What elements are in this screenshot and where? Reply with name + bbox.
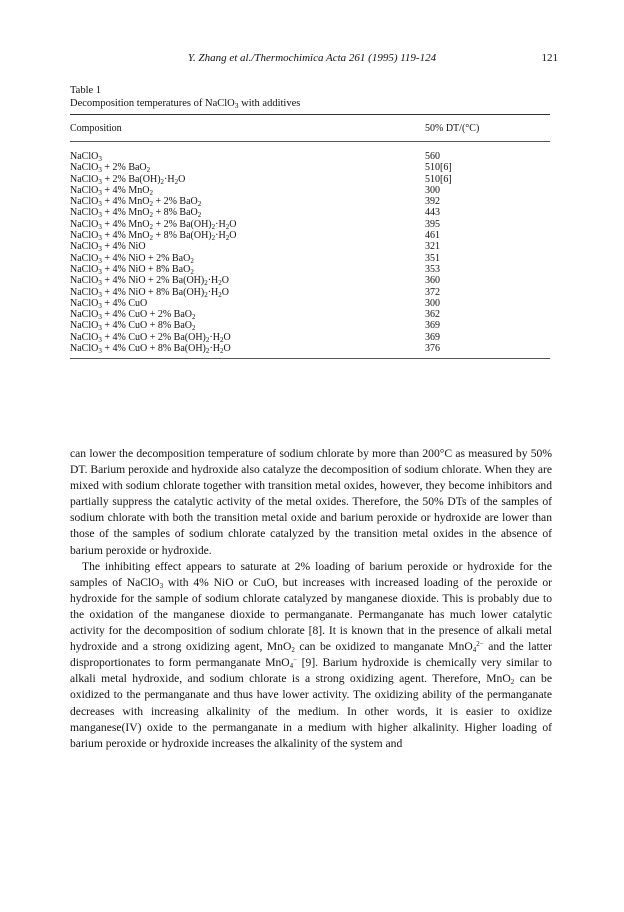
dt-cell: 369 — [425, 331, 440, 343]
composition-cell — [70, 332, 425, 343]
text-sub: 3 — [98, 324, 102, 333]
text-sub: 2 — [174, 177, 179, 186]
dt-cell: 395 — [425, 218, 440, 230]
text-run: NaClO — [70, 241, 99, 253]
dt-cell: 376 — [425, 343, 440, 355]
text-run: O — [178, 173, 186, 185]
table-row — [70, 253, 550, 264]
dt-cell: 321 — [425, 241, 440, 253]
text-run: NaClO — [70, 263, 99, 275]
text-sub: 2 — [204, 279, 208, 288]
column-header-dt: 50% DT/(°C) — [425, 122, 480, 134]
text-run: ·H — [164, 173, 175, 185]
text-run: + 4% CuO + 8% Ba(OH) — [101, 343, 206, 355]
dt-cell: 510[6] — [425, 173, 452, 185]
text-run: NaClO — [70, 297, 99, 309]
dt-cell: 353 — [425, 263, 440, 275]
text-sub: 2 — [149, 211, 153, 220]
text-sub: 2 — [291, 646, 295, 655]
text-run: + 4% NiO + 8% Ba(OH) — [101, 286, 205, 298]
text-sub: 2 — [190, 267, 194, 276]
text-run: can be oxidized to manganate MnO — [294, 640, 473, 654]
text-run: + 4% CuO + 2% Ba(OH) — [101, 331, 206, 343]
text-sub: 3 — [98, 222, 102, 231]
text-run: NaClO — [70, 184, 99, 196]
text-sub: 2 — [204, 290, 208, 299]
text-sub: 3 — [98, 155, 102, 163]
text-sub: 2 — [219, 335, 224, 344]
table-bottom-rule — [70, 358, 550, 359]
text-run: and the latter disproportionates to form permanganate MnO — [70, 640, 552, 670]
text-sub: 2 — [149, 222, 153, 231]
table-row — [70, 142, 550, 162]
text-sub: 3 — [98, 211, 102, 220]
composition-cell — [70, 185, 425, 196]
text-run: + 4% NiO + 2% Ba(OH) — [101, 275, 205, 287]
table-row — [70, 320, 550, 331]
composition-cell — [70, 253, 425, 264]
text-run: The inhibiting effect appears to saturate at 2% loading of barium peroxide or hydroxide for the samples of NaClO — [70, 559, 552, 589]
running-title: Y. Zhang et al./Thermochimica Acta 261 (1995) 119-124 — [187, 52, 437, 64]
text-sub: 3 — [98, 290, 102, 299]
text-run: + 4% NiO + 8% BaO — [101, 263, 191, 275]
text-run: NaClO — [70, 309, 99, 321]
dt-cell: 560 — [425, 151, 440, 162]
text-sub: 2 — [149, 234, 153, 243]
text-run: ·H — [209, 331, 220, 343]
text-run: ·H — [215, 230, 226, 242]
text-run: O — [223, 331, 231, 343]
composition-cell — [70, 196, 425, 207]
table-row — [70, 174, 550, 185]
text-run: + 2% BaO — [152, 196, 198, 208]
text-sub: 2 — [205, 347, 210, 356]
text-sub: 2 — [218, 279, 222, 288]
composition-cell — [70, 343, 425, 354]
text-sub: 3 — [98, 347, 102, 356]
composition-cell — [70, 275, 425, 286]
table-body — [70, 142, 550, 354]
dt-cell: 443 — [425, 207, 440, 219]
dt-cell: 360 — [425, 275, 440, 287]
text-run: + 4% CuO + 2% BaO — [101, 309, 193, 321]
dt-cell: 392 — [425, 196, 440, 208]
text-run: + 4% MnO — [101, 184, 150, 196]
table-row — [70, 241, 550, 252]
text-run: + 2% Ba(OH) — [101, 173, 161, 185]
text-run: NaClO — [70, 320, 99, 332]
composition-cell — [70, 320, 425, 331]
table-row — [70, 230, 550, 241]
page-number: 121 — [541, 52, 558, 64]
table-row — [70, 332, 550, 343]
composition-cell — [70, 219, 425, 230]
text-sub: 3 — [98, 313, 102, 322]
text-run: NaClO — [70, 151, 99, 162]
composition-cell — [70, 309, 425, 320]
text-sub: 2 — [149, 200, 153, 209]
text-sub: 3 — [98, 200, 102, 209]
table-row — [70, 309, 550, 320]
text-sub: 3 — [159, 581, 164, 590]
text-sub: 3 — [98, 267, 102, 276]
text-run: O — [221, 286, 230, 298]
composition-cell — [70, 298, 425, 309]
text-run: + 4% CuO — [101, 297, 148, 309]
table-row — [70, 162, 550, 173]
composition-cell — [70, 174, 425, 185]
text-run: + 8% BaO — [152, 207, 198, 219]
dt-cell: 372 — [425, 286, 440, 298]
text-run: O — [229, 218, 237, 230]
text-run: ·H — [209, 343, 220, 355]
text-sub: 2 — [192, 313, 196, 322]
text-run: NaClO — [70, 286, 99, 298]
text-sub: 2 — [160, 177, 165, 186]
text-run: ·H — [207, 286, 219, 298]
table-row — [70, 264, 550, 275]
text-run: O — [229, 230, 237, 242]
text-sub: 2 — [225, 222, 230, 231]
text-run: O — [221, 275, 230, 287]
text-run: + 4% NiO + 2% BaO — [101, 252, 191, 264]
text-run: + 4% MnO — [101, 218, 150, 230]
dt-cell: 510[6] — [425, 162, 452, 174]
text-run: NaClO — [70, 275, 99, 287]
composition-cell — [70, 142, 425, 162]
text-run: + 4% MnO — [101, 230, 150, 242]
table-row — [70, 207, 550, 218]
table-row — [70, 196, 550, 207]
text-sub: 2 — [225, 234, 230, 243]
table-title-subscript: 3 — [234, 101, 239, 110]
table-row — [70, 275, 550, 286]
table-row — [70, 219, 550, 230]
table-row — [70, 185, 550, 196]
composition-cell — [70, 287, 425, 298]
text-run: NaClO — [70, 230, 99, 242]
text-sub: 3 — [98, 188, 102, 197]
dt-cell: 351 — [425, 252, 440, 264]
text-run: can be oxidized to the permanganate and thus have lower activity. The oxidizing ability of the permanganate decreases with increasing alkalinity of the medium. In other words, it is easier to oxidize manganese(IV) oxide to the permanganate in a medium with higher alkalinity. Higher loading of barium peroxide or hydroxide increases the alkalinity of the system and — [70, 672, 552, 750]
text-run: + 2% BaO — [101, 162, 147, 174]
data-table — [70, 114, 550, 359]
text-sub: 2 — [192, 324, 196, 333]
composition-cell — [70, 241, 425, 252]
text-run: NaClO — [70, 218, 99, 230]
paragraph — [70, 559, 552, 752]
text-run: NaClO — [70, 196, 99, 208]
text-run: ·H — [215, 218, 226, 230]
table-row — [70, 287, 550, 298]
text-sub: 3 — [98, 177, 102, 186]
text-run: NaClO — [70, 252, 99, 264]
composition-cell — [70, 162, 425, 173]
table-row — [70, 343, 550, 354]
table-row — [70, 298, 550, 309]
text-run: [9]. Barium hydroxide is chemically very similar to alkali metal hydroxide, and sodium chlorate is a strong oxidizing agent. Therefore, MnO — [70, 656, 552, 686]
text-run: + 4% MnO — [101, 196, 150, 208]
text-sup: − — [293, 656, 298, 665]
dt-cell: 461 — [425, 230, 440, 242]
dt-cell: 300 — [425, 297, 440, 309]
text-sub: 4 — [472, 646, 477, 655]
composition-cell — [70, 230, 425, 241]
dt-cell: 369 — [425, 320, 440, 332]
text-sub: 2 — [211, 222, 216, 231]
article-body — [70, 446, 552, 752]
text-sub: 2 — [211, 234, 216, 243]
text-sub: 3 — [98, 335, 102, 344]
running-header — [0, 52, 624, 68]
text-sub: 2 — [197, 200, 202, 209]
text-run: + 8% Ba(OH) — [152, 230, 212, 242]
text-sub: 4 — [289, 662, 294, 671]
table-title-text-end: with additives — [238, 98, 301, 109]
text-run: can lower the decomposition temperature of sodium chlorate by more than 200°C as measured by 50% DT. Barium peroxide and hydroxide also catalyze the decomposition of sodium chlorate. When they are mixed with sodium chlorate together with transition metal oxides, however, they become inhibitors and partially suppress the catalytic activity of the metal oxides. Therefore, the 50% DTs of the samples of sodium chlorate with both the transition metal oxide and barium peroxide or hydroxide are lower than those of the samples of sodium chlorate catalyzed by the transition metal oxides in the absence of barium peroxide or hydroxide. — [70, 447, 552, 557]
text-run: + 4% MnO — [101, 207, 150, 219]
paragraph — [70, 446, 552, 559]
table-label: Table 1 — [70, 85, 102, 96]
dt-cell: 300 — [425, 184, 440, 196]
table-title-text: Decomposition temperatures of NaClO — [70, 98, 235, 109]
dt-cell: 362 — [425, 309, 440, 321]
composition-cell — [70, 207, 425, 218]
text-run: O — [223, 343, 231, 355]
column-header-composition: Composition — [70, 122, 122, 134]
text-run: + 2% Ba(OH) — [152, 218, 212, 230]
text-sub: 2 — [205, 335, 210, 344]
table-header-row — [70, 115, 550, 141]
text-sub: 3 — [98, 279, 102, 288]
text-sub: 2 — [149, 188, 153, 197]
text-sub: 2 — [510, 678, 515, 687]
text-sub: 3 — [98, 166, 102, 175]
text-sup: 2− — [476, 640, 484, 649]
table-caption — [70, 84, 300, 110]
text-run: + 4% NiO — [101, 241, 146, 253]
text-sub: 2 — [219, 347, 224, 356]
text-sub: 2 — [197, 211, 202, 220]
text-sub: 3 — [98, 256, 102, 265]
text-sub: 3 — [98, 301, 102, 310]
text-sub: 2 — [190, 256, 194, 265]
text-sub: 2 — [146, 166, 151, 175]
text-run: NaClO — [70, 343, 99, 355]
text-run: ·H — [207, 275, 219, 287]
text-sub: 2 — [218, 290, 222, 299]
text-run: + 4% CuO + 8% BaO — [101, 320, 193, 332]
text-sub: 3 — [98, 245, 102, 254]
composition-cell — [70, 264, 425, 275]
text-run: NaClO — [70, 162, 99, 174]
text-sub: 3 — [98, 234, 102, 243]
table-title — [70, 97, 300, 110]
text-run: NaClO — [70, 331, 99, 343]
text-run: NaClO — [70, 207, 99, 219]
text-run: NaClO — [70, 173, 99, 185]
text-run: with 4% NiO or CuO, but increases with increased loading of the peroxide or hydroxide for the sample of sodium chlorate catalyzed by manganese dioxide. This is probably due to the oxidation of the manganese dioxide to permanganate. Permanganate has much lower catalytic activity for the decomposition of sodium chlorate [8]. It is known that in the presence of alkali metal hydroxide and a strong oxidizing agent, MnO — [70, 575, 552, 654]
